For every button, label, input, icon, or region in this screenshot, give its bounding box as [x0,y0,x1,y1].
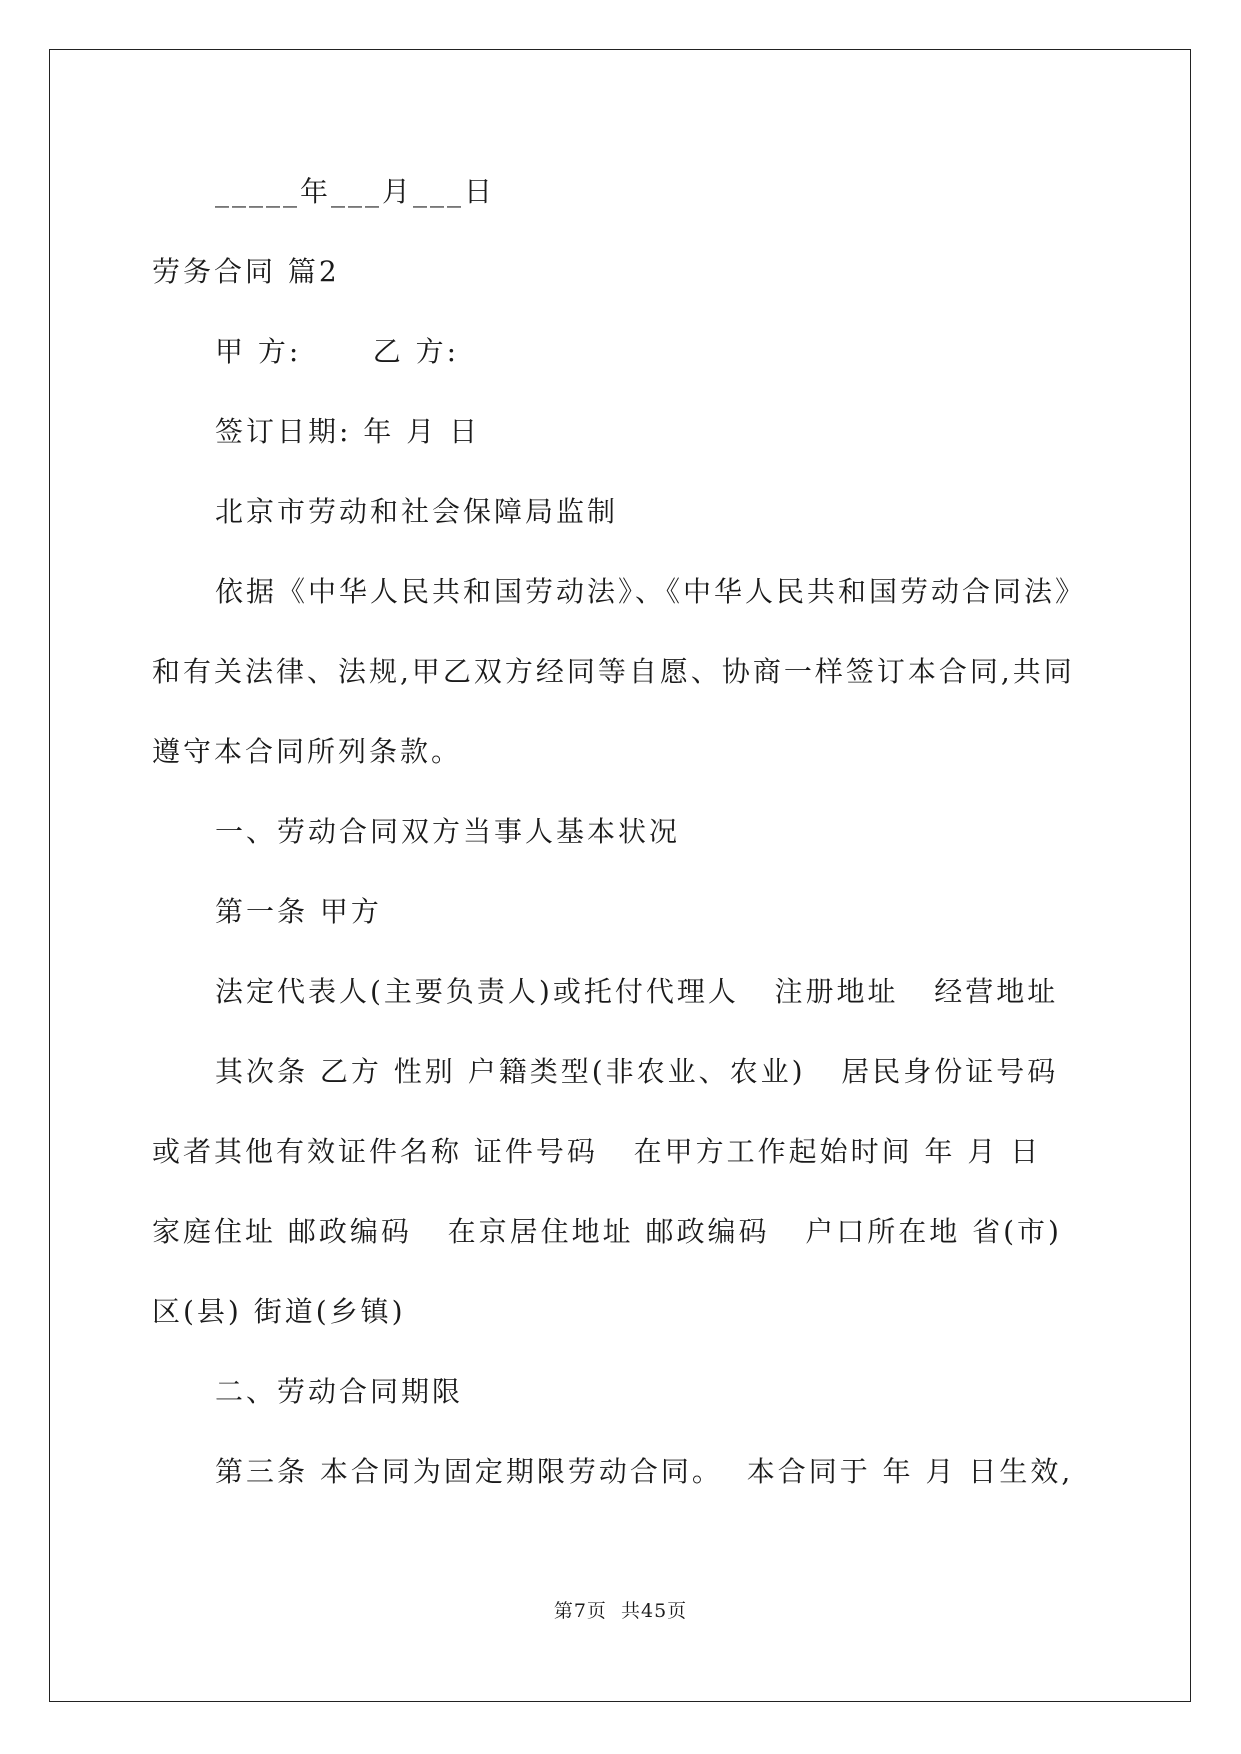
body-paragraph-line: 第三条 本合同为固定期限劳动合同。 本合同于 年 月 日生效, [215,1455,1074,1488]
body-paragraph-line: 依据《中华人民共和国劳动法》、《中华人民共和国劳动合同法》 [215,575,1087,608]
body-paragraph-line: 法定代表人(主要负责人)或托付代理人 注册地址 经营地址 [215,975,1059,1008]
parties-line: 甲 方: 乙 方: [215,335,460,368]
body-paragraph-line: 其次条 乙方 性别 户籍类型(非农业、农业) 居民身份证号码 [215,1055,1059,1088]
article-heading: 第一条 甲方 [215,895,382,928]
sign-date-line: 签订日期: 年 月 日 [215,415,481,448]
section-heading: 一、劳动合同双方当事人基本状况 [215,815,681,848]
page-number-footer: 第7页 共45页 [553,1600,688,1622]
supervisor-line: 北京市劳动和社会保障局监制 [215,495,619,528]
signature-date-line: _____年___月___日 [215,175,496,208]
body-paragraph-line: 遵守本合同所列条款。 [152,735,463,768]
contract-heading: 劳务合同 篇2 [152,255,340,288]
body-paragraph-line: 区(县) 街道(乡镇) [152,1295,406,1328]
body-paragraph-line: 家庭住址 邮政编码 在京居住地址 邮政编码 户口所在地 省(市) [152,1215,1062,1248]
body-paragraph-line: 和有关法律、法规,甲乙双方经同等自愿、协商一样签订本合同,共同 [152,655,1075,688]
section-heading: 二、劳动合同期限 [215,1375,464,1408]
body-paragraph-line: 或者其他有效证件名称 证件号码 在甲方工作起始时间 年 月 日 [152,1135,1042,1168]
